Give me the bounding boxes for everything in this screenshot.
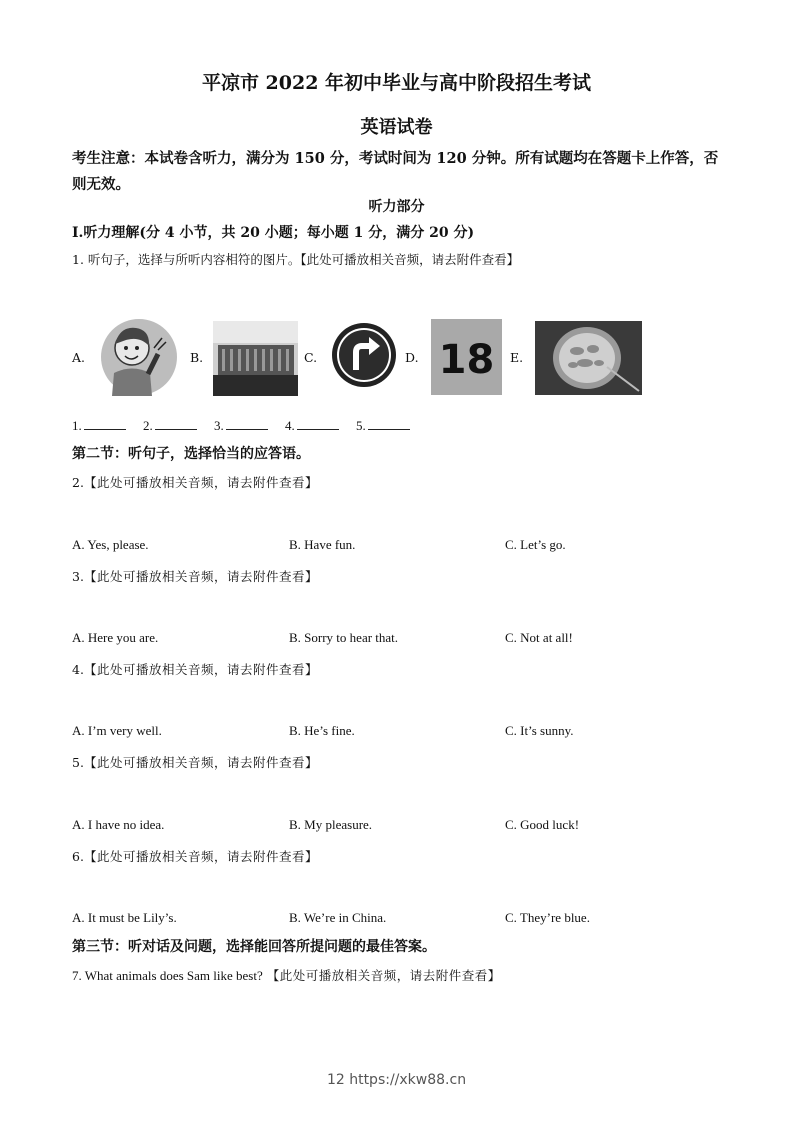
- option-a: A. I’m very well.: [72, 723, 162, 738]
- audio-note: 【此处可播放相关音频，请去附件查看】: [83, 849, 318, 864]
- part2-title: 第二节：听句子，选择恰当的应答语。: [72, 446, 310, 462]
- option-b: B. We’re in China.: [289, 910, 387, 925]
- option-c: C. Let’s go.: [505, 537, 566, 552]
- pic-label-a: A.: [72, 350, 86, 365]
- question-number: 6.: [72, 849, 84, 864]
- option-c: C. It’s sunny.: [505, 723, 574, 738]
- question-number: 3.: [72, 569, 84, 584]
- question-number: 2.: [72, 475, 84, 490]
- blank-label: 3.: [214, 418, 224, 433]
- option-c: C. They’re blue.: [505, 910, 590, 925]
- option-c: C. Good luck!: [505, 817, 580, 832]
- blank-label: 5.: [356, 418, 366, 433]
- audio-note: 【此处可播放相关音频，请去附件查看】: [266, 968, 501, 983]
- option-b: B. Sorry to hear that.: [289, 630, 399, 645]
- audio-note: 【此处可播放相关音频，请去附件查看】: [83, 569, 318, 584]
- question-5: [72, 753, 318, 771]
- audio-note: 【此处可播放相关音频，请去附件查看】: [83, 475, 318, 490]
- exam-subtitle: 英语试卷: [360, 117, 433, 138]
- food-bowl-picture: [535, 321, 642, 395]
- boy-waving-picture: [100, 318, 178, 396]
- question-2: [72, 473, 318, 491]
- question-7-text: 7. What animals does Sam like best?: [72, 968, 263, 983]
- pic-label-d: D.: [405, 350, 419, 365]
- answer-blanks: [72, 418, 424, 434]
- number-18-picture: [431, 319, 502, 395]
- option-a: A. Yes, please.: [72, 537, 149, 552]
- blank-label: 1.: [72, 418, 82, 433]
- question-1: 1. 听句子，选择与所听内容相符的图片。【此处可播放相关音频，请去附件查看】: [72, 252, 520, 267]
- option-b: B. Have fun.: [289, 537, 356, 552]
- option-b: B. My pleasure.: [289, 817, 373, 832]
- exam-notice: 考生注意：本试卷含听力，满分为 150 分，考试时间为 120 分钟。所有试题均在答题卡上作答，否则无效。: [72, 150, 719, 193]
- option-a: A. It must be Lily’s.: [72, 910, 177, 925]
- pic-label-e: E.: [510, 350, 524, 365]
- answer-blank[interactable]: [368, 419, 410, 430]
- question-7: [72, 966, 501, 984]
- blank-label: 2.: [143, 418, 153, 433]
- page-footer: 12 https://xkw88.cn: [326, 1072, 467, 1088]
- pic-label-b: B.: [190, 350, 204, 365]
- question-6: [72, 847, 318, 865]
- part1-title: I.听力理解(分 4 小节，共 20 小题；每小题 1 分，满分 20 分): [72, 225, 475, 241]
- turn-right-sign-icon: [331, 322, 397, 388]
- listening-section-title: 听力部分: [368, 199, 425, 215]
- option-b: B. He’s fine.: [289, 723, 355, 738]
- audio-note: 【此处可播放相关音频，请去附件查看】: [83, 662, 318, 677]
- question-number: 5.: [72, 755, 84, 770]
- audio-note: 【此处可播放相关音频，请去附件查看】: [83, 755, 318, 770]
- option-c: C. Not at all!: [505, 630, 573, 645]
- answer-blank[interactable]: [297, 419, 339, 430]
- option-a: A. I have no idea.: [72, 817, 165, 832]
- building-picture: [213, 321, 298, 396]
- option-a: A. Here you are.: [72, 630, 159, 645]
- number-18-text: 18: [438, 337, 495, 383]
- answer-blank[interactable]: [84, 419, 126, 430]
- blank-label: 4.: [285, 418, 295, 433]
- question-3: [72, 567, 318, 585]
- question-number: 4.: [72, 662, 84, 677]
- pic-label-c: C.: [304, 350, 318, 365]
- answer-blank[interactable]: [155, 419, 197, 430]
- answer-blank[interactable]: [226, 419, 268, 430]
- question-4: [72, 660, 318, 678]
- part3-title: 第三节：听对话及问题，选择能回答所提问题的最佳答案。: [72, 939, 436, 955]
- exam-title: 平凉市 2022 年初中毕业与高中阶段招生考试: [201, 72, 592, 94]
